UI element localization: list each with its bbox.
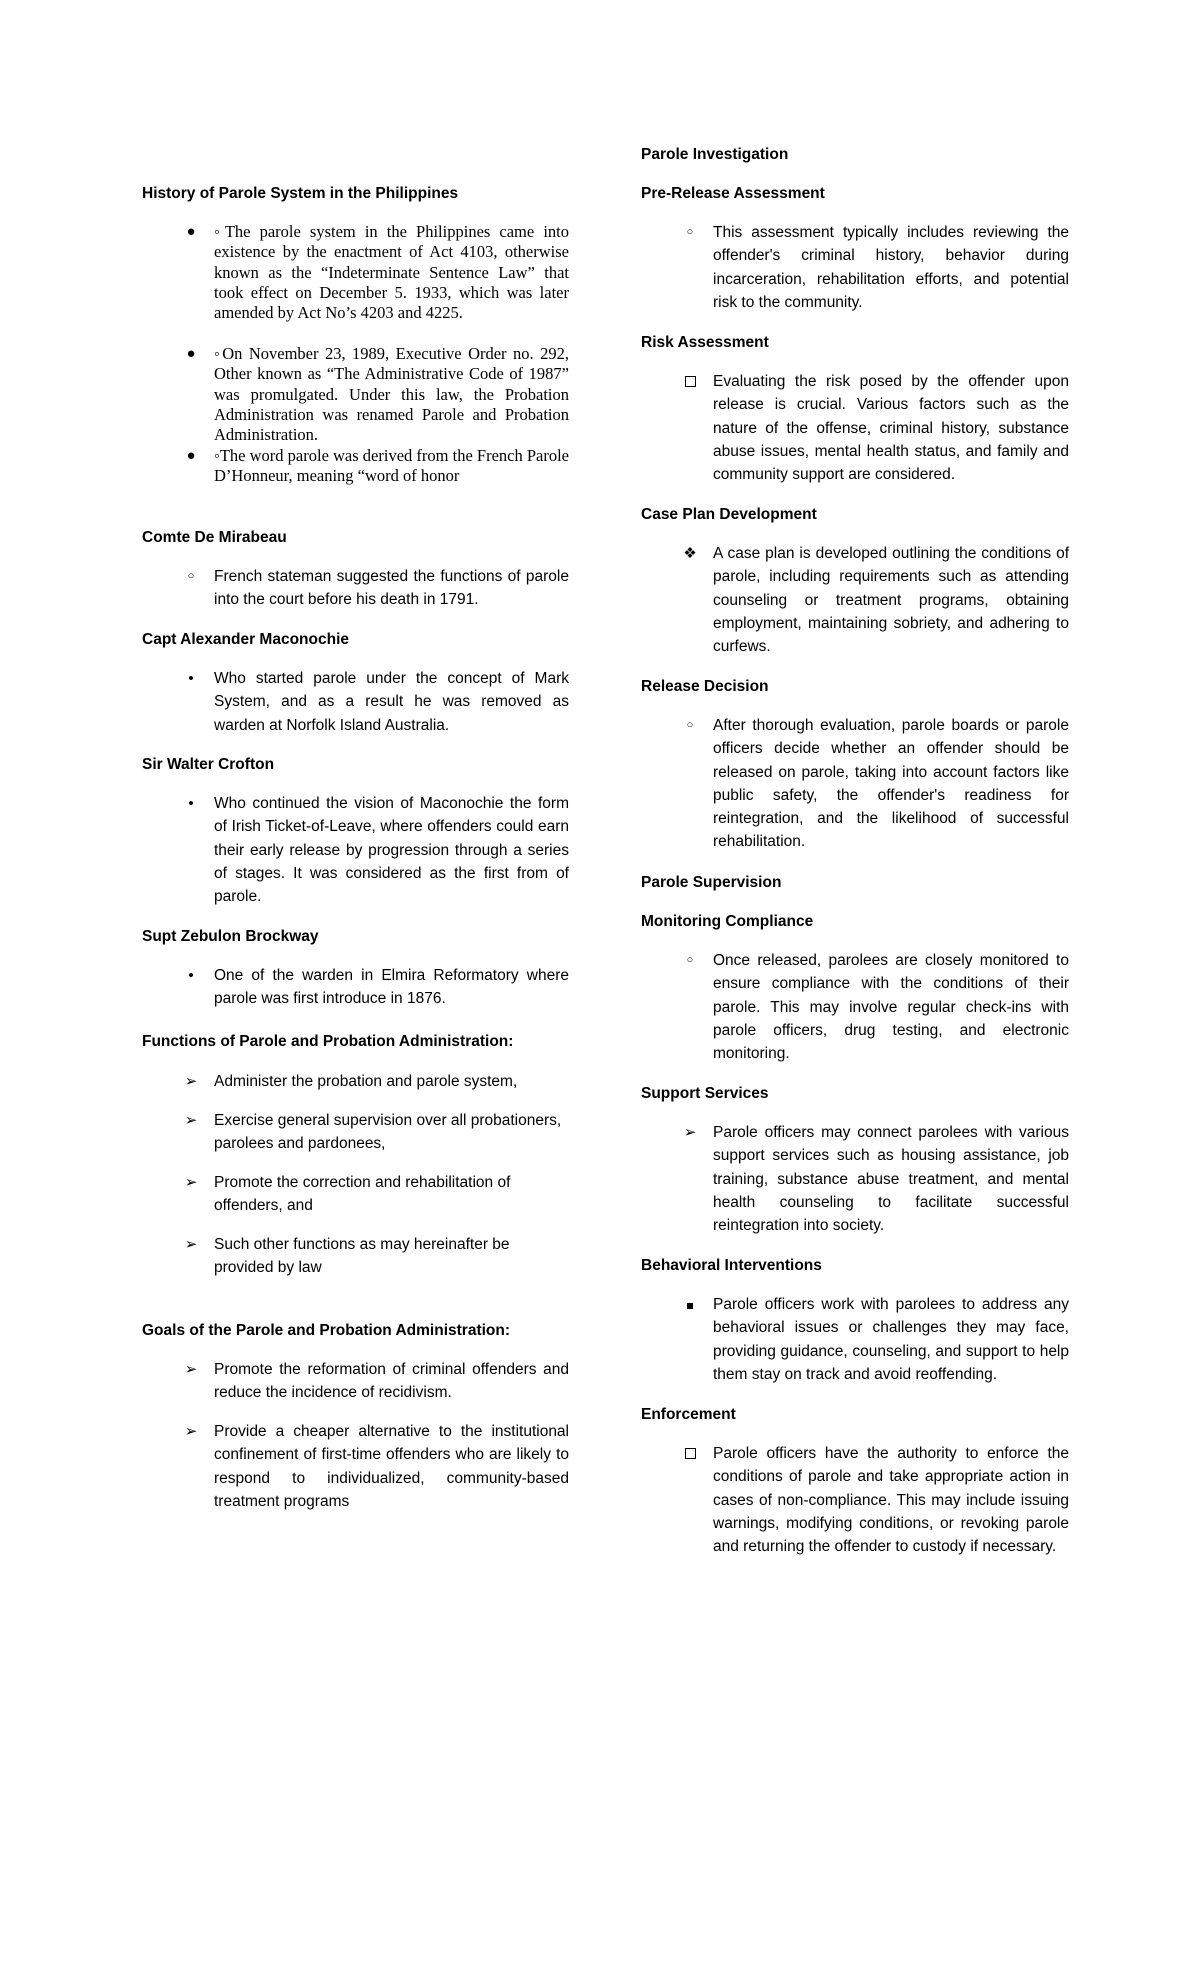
arrowhead-bullet-icon: ➢ <box>184 1174 198 1191</box>
functions-item-4: ➢ Such other functions as may hereinafter be provided by law <box>142 1233 569 1280</box>
crofton-item: • Who continued the vision of Maconochie the form of Irish Ticket-of-Leave, where offenders could earn their early release by progression through a series of stages. It was considered as the first from of parole. <box>142 792 569 908</box>
hollow-circle-bullet-icon: ○ <box>686 954 694 966</box>
maconochie-heading: Capt Alexander Maconochie <box>142 631 350 648</box>
behavioral-item: Parole officers work with parolees to address any behavioral issues or challenges they may face, providing guidance, counseling, and support to help them stay on track and avoid reoffending. <box>641 1293 1069 1386</box>
monitoring-heading: Monitoring Compliance <box>641 913 814 930</box>
history-item-2: ● ◦On November 23, 1989, Executive Order no. 292, Other known as “The Administrative Code of 1987” was promulgated. Under this law, the Probation Administration was renamed Parole and Probation Administration. <box>142 344 569 445</box>
support-item: ➢ Parole officers may connect parolees with various support services such as housing assistance, job training, substance abuse treatment, and mental health counseling to facilitate successful reintegration into society. <box>641 1121 1069 1237</box>
arrowhead-bullet-icon: ➢ <box>184 1112 198 1129</box>
functions-item-1: ➢ Administer the probation and parole system, <box>142 1070 569 1093</box>
parole-investigation-heading: Parole Investigation <box>641 146 789 163</box>
goals-heading: Goals of the Parole and Probation Administration: <box>142 1322 511 1339</box>
arrowhead-bullet-icon: ➢ <box>184 1361 198 1378</box>
functions-item-3: ➢ Promote the correction and rehabilitation of offenders, and <box>142 1171 569 1218</box>
monitoring-item: ○ Once released, parolees are closely monitored to ensure compliance with the conditions of their parole. This may involve regular check-ins with parole officers, drug testing, and electronic monitoring. <box>641 949 1069 1065</box>
enforcement-item: Parole officers have the authority to enforce the conditions of parole and take appropriate action in cases of non-compliance. This may include issuing warnings, modifying conditions, or revoking parole and returning the offender to custody if necessary. <box>641 1442 1069 1558</box>
caseplan-heading: Case Plan Development <box>641 506 817 523</box>
mirabeau-item: ○ French stateman suggested the functions of parole into the court before his death in 1791. <box>142 565 569 612</box>
square-bullet-icon <box>677 1293 703 1316</box>
dot-bullet-icon: • <box>188 967 194 984</box>
bullet-icon: ● <box>186 346 196 362</box>
arrowhead-bullet-icon: ➢ <box>184 1236 198 1253</box>
risk-heading: Risk Assessment <box>641 334 769 351</box>
caseplan-item: ❖ A case plan is developed outlining the conditions of parole, including requirements such as attending counseling or treatment programs, obtaining employment, maintaining sobriety, and adhering to curfews. <box>641 542 1069 658</box>
parole-supervision-heading: Parole Supervision <box>641 874 782 891</box>
goals-item-2: ➢ Provide a cheaper alternative to the institutional confinement of first-time offenders who are likely to respond to individualized, community-based treatment programs <box>142 1420 569 1513</box>
functions-item-2: ➢ Exercise general supervision over all probationers, parolees and pardonees, <box>142 1109 569 1156</box>
history-item-3: ● ◦The word parole was derived from the French Parole D’Honneur, meaning “word of honor <box>142 446 569 487</box>
arrowhead-bullet-icon: ➢ <box>683 1124 697 1141</box>
arrowhead-bullet-icon: ➢ <box>184 1423 198 1440</box>
risk-item: Evaluating the risk posed by the offender upon release is crucial. Various factors such as the nature of the offense, criminal history, substance abuse issues, mental health status, and family and community support are considered. <box>641 370 1069 486</box>
brockway-item: • One of the warden in Elmira Reformatory where parole was first introduce in 1876. <box>142 964 569 1011</box>
release-item: ○ After thorough evaluation, parole boards or parole officers decide whether an offender should be released on parole, taking into account factors like public safety, the offender's readiness for reintegration, and the likelihood of successful rehabilitation. <box>641 714 1069 854</box>
support-heading: Support Services <box>641 1085 769 1102</box>
diamond-bullet-icon: ❖ <box>683 545 697 562</box>
history-heading: History of Parole System in the Philippines <box>142 185 459 202</box>
bullet-icon: ● <box>186 224 196 240</box>
arrowhead-bullet-icon: ➢ <box>184 1073 198 1090</box>
maconochie-item: • Who started parole under the concept of Mark System, and as a result he was removed as warden at Norfolk Island Australia. <box>142 667 569 737</box>
prerelease-item: ○ This assessment typically includes reviewing the offender's criminal history, behavior during incarceration, rehabilitation efforts, and potential risk to the community. <box>641 221 1069 314</box>
behavioral-heading: Behavioral Interventions <box>641 1257 822 1274</box>
mirabeau-heading: Comte De Mirabeau <box>142 529 287 546</box>
dot-bullet-icon: • <box>188 795 194 812</box>
hollow-circle-bullet-icon: ○ <box>187 570 195 582</box>
hollow-circle-bullet-icon: ○ <box>686 226 694 238</box>
history-item-1: ● ◦The parole system in the Philippines came into existence by the enactment of Act 4103, otherwise known as the “Indeterminate Sentence Law” that took effect on December 5. 1933, which was later amended by Act No’s 4203 and 4225. <box>142 222 569 323</box>
goals-item-1: ➢ Promote the reformation of criminal offenders and reduce the incidence of recidivism. <box>142 1358 569 1405</box>
hollow-circle-bullet-icon: ○ <box>686 719 694 731</box>
checkbox-bullet-icon <box>677 370 703 394</box>
bullet-icon: ● <box>186 448 196 464</box>
crofton-heading: Sir Walter Crofton <box>142 756 275 773</box>
enforcement-heading: Enforcement <box>641 1406 736 1423</box>
release-heading: Release Decision <box>641 678 769 695</box>
dot-bullet-icon: • <box>188 670 194 687</box>
brockway-heading: Supt Zebulon Brockway <box>142 928 319 945</box>
prerelease-heading: Pre-Release Assessment <box>641 185 825 202</box>
functions-heading: Functions of Parole and Probation Administration: <box>142 1033 514 1050</box>
checkbox-bullet-icon <box>677 1442 703 1466</box>
